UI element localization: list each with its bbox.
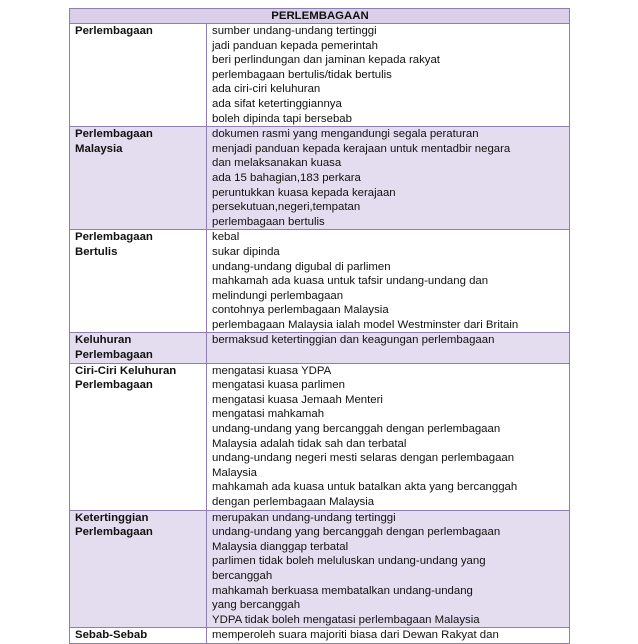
row-description (207, 333, 570, 363)
perlembagaan-table (69, 8, 570, 644)
description-line: merupakan undang-undang tertinggi (212, 511, 396, 524)
description-line: mengatasi kuasa Jemaah Menteri (212, 393, 383, 406)
table-row (70, 230, 570, 333)
description-line: Malaysia adalah tidak sah dan terbatal (212, 437, 407, 450)
description-line: dokumen rasmi yang mengandungi segala peraturan (212, 128, 479, 141)
description-line: mengatasi kuasa YDPA (212, 364, 332, 377)
description-line: undang-undang negeri mesti selaras dengan perlembagaan (212, 452, 515, 465)
description-line: mengatasi mahkamah (212, 408, 325, 421)
row-description (207, 510, 570, 628)
description-line: persekutuan,negeri,tempatan (212, 201, 361, 214)
table-title: PERLEMBAGAAN (70, 9, 570, 24)
description-line: mengatasi kuasa parlimen (212, 379, 345, 392)
description-line: boleh dipinda tapi bersebab (212, 112, 352, 125)
table-row (70, 363, 570, 510)
row-description (207, 24, 570, 127)
table-row (70, 510, 570, 628)
description-line: contohnya perlembagaan Malaysia (212, 304, 389, 317)
description-line: YDPA tidak boleh mengatasi perlembagaan Malaysia (212, 613, 480, 626)
description-line: sukar dipinda (212, 245, 280, 258)
row-term: Perlembagaan Bertulis (70, 230, 207, 333)
row-term: Keluhuran Perlembagaan (70, 333, 207, 363)
description-line: bermaksud ketertinggian dan keagungan perlembagaan (212, 334, 495, 347)
description-line: parlimen tidak boleh meluluskan undang-undang yang (212, 555, 486, 568)
table-row (70, 333, 570, 363)
description-line: ada ciri-ciri keluhuran (212, 83, 321, 96)
description-line: melindungi perlembagaan (212, 289, 344, 302)
description-line: mahkamah berkuasa membatalkan undang-undang (212, 584, 473, 597)
row-description (207, 127, 570, 230)
row-term: Ketertinggian Perlembagaan (70, 510, 207, 628)
description-line: peruntukkan kuasa kepada kerajaan (212, 186, 396, 199)
row-term: Ciri-Ciri Keluhuran Perlembagaan (70, 363, 207, 510)
description-line: memperoleh suara majoriti biasa dari Dewan Rakyat dan (212, 629, 499, 642)
description-line: Malaysia (212, 466, 257, 479)
description-line: mahkamah ada kuasa untuk tafsir undang-undang dan (212, 275, 489, 288)
description-line: undang-undang digubal di parlimen (212, 260, 391, 273)
description-line: menjadi panduan kepada kerajaan untuk mentadbir negara (212, 142, 511, 155)
row-term: Perlembagaan Malaysia (70, 127, 207, 230)
description-line: ada sifat ketertinggiannya (212, 97, 342, 110)
description-line: ada 15 bahagian,183 perkara (212, 171, 361, 184)
description-line: perlembagaan bertulis (212, 215, 325, 228)
table-row (70, 628, 570, 644)
table-row (70, 24, 570, 127)
row-term: Perlembagaan (70, 24, 207, 127)
description-line: dan melaksanakan kuasa (212, 157, 342, 170)
description-line: perlembagaan bertulis/tidak bertulis (212, 68, 392, 81)
description-line: undang-undang yang bercanggah dengan perlembagaan (212, 526, 501, 539)
description-line: dengan perlembagaan Malaysia (212, 496, 375, 508)
description-line: undang-undang yang bercanggah dengan perlembagaan (212, 423, 501, 436)
description-line: bercanggah (212, 569, 273, 582)
row-term: Sebab-Sebab (70, 628, 207, 644)
description-line: mahkamah ada kuasa untuk batalkan akta yang bercanggah (212, 481, 518, 494)
table-row (70, 127, 570, 230)
description-line: jadi panduan kepada pemerintah (212, 39, 378, 52)
description-line: beri perlindungan dan jaminan kepada rakyat (212, 54, 440, 67)
description-line: perlembagaan Malaysia ialah model Westminster dari Britain (212, 318, 519, 331)
description-line: Malaysia dianggap terbatal (212, 540, 349, 553)
row-description (207, 363, 570, 510)
row-description (207, 628, 570, 644)
row-description (207, 230, 570, 333)
description-line: sumber undang-undang tertinggi (212, 25, 377, 37)
description-line: yang bercanggah (212, 599, 301, 612)
description-line: kebal (212, 231, 240, 244)
